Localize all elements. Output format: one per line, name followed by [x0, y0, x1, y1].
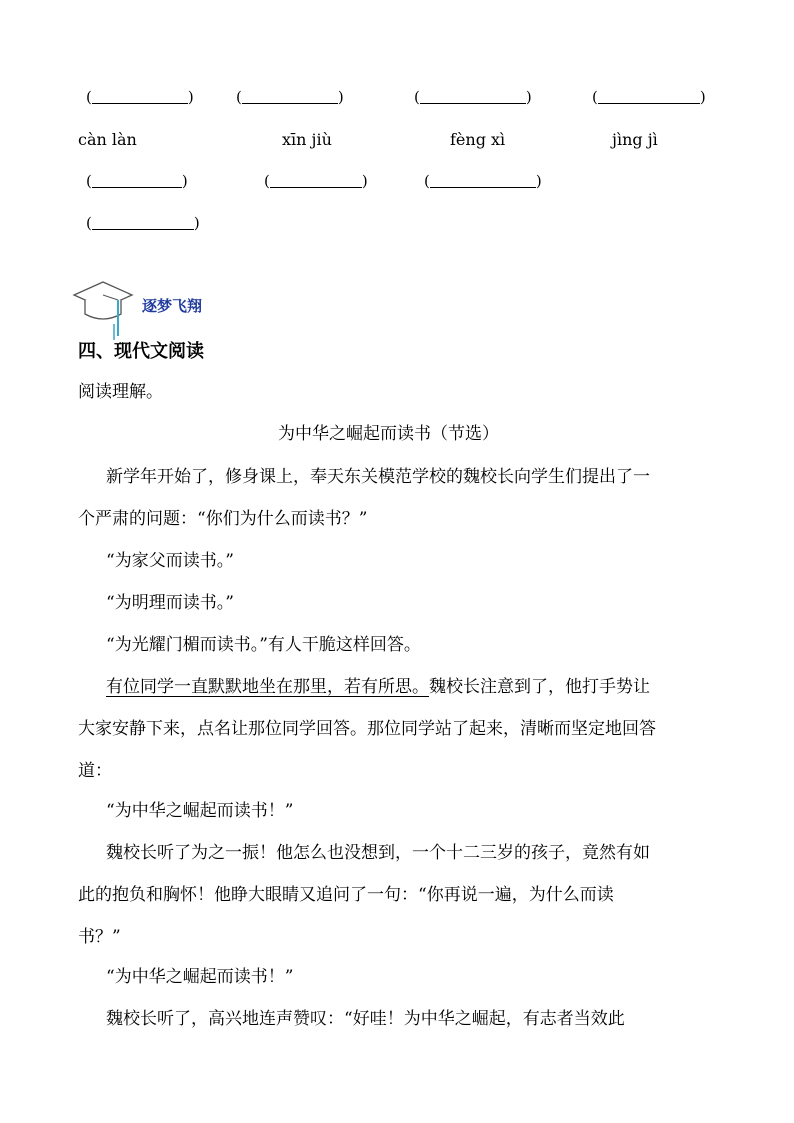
para-8: “为中华之崛起而读书！”: [106, 967, 294, 987]
para-7-line-1: 魏校长听了为之一振！他怎么也没想到，一个十二三岁的孩子，竟然有如: [106, 843, 650, 863]
para-7-line-2: 此的抱负和胸怀！他睁大眼睛又追问了一句：“你再说一遍，为什么而读: [78, 885, 614, 905]
para-7-line-3: 书？”: [78, 927, 121, 947]
pinyin-1: càn làn: [78, 130, 137, 149]
answer-blank-8[interactable]: ( ): [86, 214, 200, 232]
para-5-line-1: [106, 672, 650, 697]
pinyin-3: fèng xì: [450, 130, 506, 149]
para-2: “为家父而读书。”: [106, 551, 234, 571]
pinyin-2: xīn jiù: [282, 130, 332, 149]
para-5-line-3: 道：: [78, 761, 112, 781]
answer-blank-6[interactable]: ( ): [264, 172, 368, 190]
graduation-cap-icon: [72, 278, 134, 340]
answer-blank-1[interactable]: ( ): [86, 88, 194, 106]
answer-blank-7[interactable]: ( ): [424, 172, 542, 190]
para-4: “为光耀门楣而读书。”有人干脆这样回答。: [106, 635, 421, 655]
answer-blank-2[interactable]: ( ): [236, 88, 344, 106]
underlined-sentence: 有位同学一直默默地坐在那里，若有所思。: [106, 677, 429, 697]
answer-blank-3[interactable]: ( ): [414, 88, 532, 106]
pinyin-4: jìng jì: [612, 130, 658, 149]
para-1-line-2: 个严肃的问题：“你们为什么而读书？”: [78, 509, 368, 529]
para-5-line-2: 大家安静下来，点名让那位同学回答。那位同学站了起来，清晰而坚定地回答: [78, 719, 656, 739]
banner-title: 逐梦飞翔: [142, 297, 203, 315]
article-title: 为中华之崛起而读书（节选）: [278, 424, 499, 444]
para-3: “为明理而读书。”: [106, 593, 234, 613]
para-1-line-1: 新学年开始了，修身课上，奉天东关模范学校的魏校长向学生们提出了一: [106, 467, 650, 487]
section-title: 四、现代文阅读: [78, 341, 204, 362]
para-5-line-1-rest: 魏校长注意到了，他打手势让: [429, 677, 650, 697]
answer-blank-4[interactable]: ( ): [592, 88, 706, 106]
answer-blank-5[interactable]: ( ): [86, 172, 188, 190]
section-instruction: 阅读理解。: [78, 382, 163, 402]
para-6: “为中华之崛起而读书！”: [106, 801, 294, 821]
para-9-line-1: 魏校长听了，高兴地连声赞叹：“好哇！为中华之崛起，有志者当效此: [106, 1009, 625, 1029]
